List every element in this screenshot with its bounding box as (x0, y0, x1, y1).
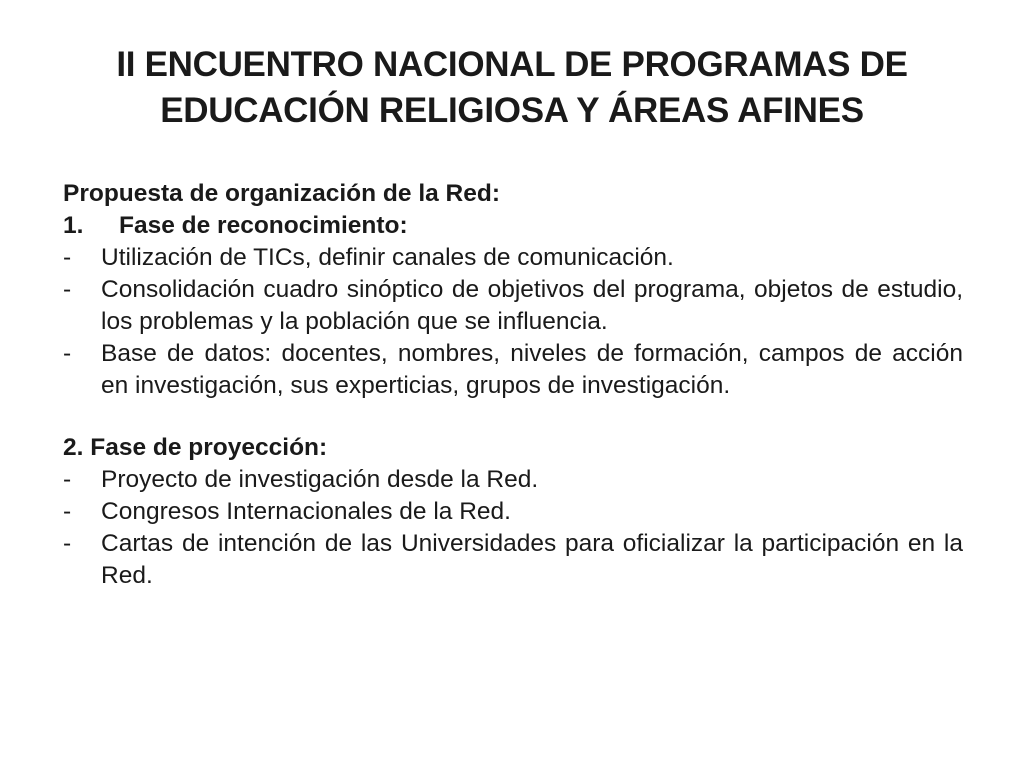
organization-heading: Propuesta de organización de la Red: (63, 180, 501, 207)
list-item (63, 528, 963, 592)
list-item (63, 464, 963, 496)
list-item (63, 338, 963, 402)
phase-2-heading: 2. Fase de proyección: (63, 434, 328, 461)
phase-1-heading (63, 210, 963, 242)
list-item (63, 242, 963, 274)
phase-1-label: Fase de reconocimiento: (119, 212, 408, 239)
section-spacer (63, 402, 963, 432)
slide-title: II ENCUENTRO NACIONAL DE PROGRAMAS DE EDUCACIÓN RELIGIOSA Y ÁREAS AFINES (116, 45, 908, 130)
bullet-dash: - (63, 530, 72, 557)
list-item-text: Cartas de intención de las Universidades para oficializar la participación en la Red. (101, 530, 963, 589)
list-item (63, 496, 963, 528)
bullet-dash: - (63, 340, 72, 367)
list-item-text: Congresos Internacionales de la Red. (101, 498, 511, 525)
list-item (63, 274, 963, 338)
slide-body (63, 178, 963, 592)
list-item-text: Base de datos: docentes, nombres, niveles de formación, campos de acción en investigación, sus experticias, grupos de investigación. (101, 340, 963, 399)
list-item-text: Proyecto de investigación desde la Red. (101, 466, 539, 493)
list-item-text: Consolidación cuadro sinóptico de objetivos del programa, objetos de estudio, los problemas y la población que se influencia. (101, 276, 963, 335)
bullet-dash: - (63, 244, 72, 271)
bullet-dash: - (63, 466, 72, 493)
bullet-dash: - (63, 498, 72, 525)
bullet-dash: - (63, 276, 72, 303)
list-item-text: Utilización de TICs, definir canales de comunicación. (101, 244, 674, 271)
phase-1-number: 1. (63, 212, 84, 239)
